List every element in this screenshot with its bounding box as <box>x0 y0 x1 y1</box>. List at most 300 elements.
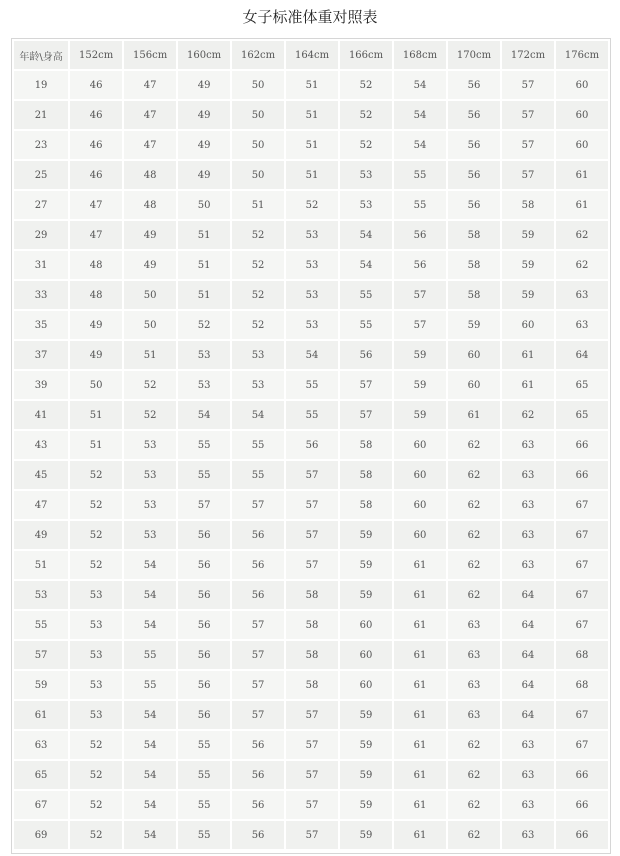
weight-cell: 51 <box>178 251 230 279</box>
weight-cell: 51 <box>286 131 338 159</box>
height-header-cell: 164cm <box>286 41 338 69</box>
weight-cell: 53 <box>340 191 392 219</box>
weight-cell: 53 <box>286 221 338 249</box>
weight-cell: 63 <box>502 551 554 579</box>
age-cell: 31 <box>14 251 68 279</box>
weight-cell: 59 <box>340 731 392 759</box>
corner-header-cell: 年龄\身高 <box>14 41 68 69</box>
weight-cell: 66 <box>556 761 608 789</box>
weight-cell: 47 <box>70 221 122 249</box>
weight-cell: 65 <box>556 401 608 429</box>
weight-cell: 60 <box>556 131 608 159</box>
weight-cell: 61 <box>394 761 446 789</box>
table-body <box>14 71 608 849</box>
weight-cell: 53 <box>124 461 176 489</box>
age-cell: 35 <box>14 311 68 339</box>
weight-cell: 56 <box>178 521 230 549</box>
weight-table-container <box>11 38 611 854</box>
weight-cell: 56 <box>394 251 446 279</box>
weight-cell: 64 <box>502 581 554 609</box>
age-cell: 23 <box>14 131 68 159</box>
weight-cell: 66 <box>556 821 608 849</box>
weight-cell: 49 <box>178 131 230 159</box>
table-row <box>14 461 608 489</box>
weight-cell: 66 <box>556 791 608 819</box>
weight-cell: 61 <box>394 551 446 579</box>
weight-cell: 53 <box>124 431 176 459</box>
weight-cell: 61 <box>394 701 446 729</box>
weight-cell: 57 <box>232 671 284 699</box>
weight-cell: 60 <box>448 371 500 399</box>
weight-cell: 59 <box>340 821 392 849</box>
weight-cell: 57 <box>232 491 284 519</box>
weight-cell: 49 <box>178 101 230 129</box>
weight-cell: 61 <box>394 611 446 639</box>
weight-cell: 51 <box>124 341 176 369</box>
weight-cell: 62 <box>448 461 500 489</box>
weight-cell: 56 <box>448 131 500 159</box>
weight-cell: 60 <box>394 521 446 549</box>
weight-cell: 58 <box>340 431 392 459</box>
weight-cell: 54 <box>124 611 176 639</box>
age-cell: 39 <box>14 371 68 399</box>
weight-cell: 59 <box>340 581 392 609</box>
weight-cell: 55 <box>178 761 230 789</box>
weight-cell: 63 <box>502 461 554 489</box>
weight-cell: 56 <box>232 821 284 849</box>
table-row <box>14 761 608 789</box>
weight-cell: 50 <box>124 311 176 339</box>
weight-cell: 53 <box>178 341 230 369</box>
weight-cell: 56 <box>232 521 284 549</box>
weight-cell: 50 <box>232 101 284 129</box>
weight-cell: 61 <box>394 731 446 759</box>
weight-cell: 63 <box>502 431 554 459</box>
weight-cell: 54 <box>394 71 446 99</box>
weight-cell: 57 <box>286 551 338 579</box>
weight-cell: 55 <box>232 431 284 459</box>
weight-cell: 55 <box>394 161 446 189</box>
table-row <box>14 251 608 279</box>
age-cell: 45 <box>14 461 68 489</box>
weight-cell: 51 <box>286 161 338 189</box>
table-row <box>14 821 608 849</box>
table-row <box>14 701 608 729</box>
weight-cell: 54 <box>232 401 284 429</box>
weight-cell: 53 <box>124 491 176 519</box>
weight-cell: 48 <box>70 251 122 279</box>
weight-cell: 46 <box>70 131 122 159</box>
table-row <box>14 71 608 99</box>
age-cell: 29 <box>14 221 68 249</box>
weight-cell: 57 <box>232 641 284 669</box>
age-cell: 43 <box>14 431 68 459</box>
age-cell: 49 <box>14 521 68 549</box>
age-cell: 19 <box>14 71 68 99</box>
weight-cell: 62 <box>448 821 500 849</box>
weight-cell: 64 <box>502 671 554 699</box>
weight-cell: 65 <box>556 371 608 399</box>
weight-cell: 60 <box>394 431 446 459</box>
table-row <box>14 341 608 369</box>
weight-cell: 54 <box>286 341 338 369</box>
weight-cell: 57 <box>286 761 338 789</box>
weight-cell: 54 <box>340 221 392 249</box>
weight-cell: 62 <box>448 491 500 519</box>
table-row <box>14 281 608 309</box>
age-cell: 59 <box>14 671 68 699</box>
weight-cell: 47 <box>124 71 176 99</box>
weight-cell: 58 <box>340 491 392 519</box>
weight-cell: 54 <box>124 731 176 759</box>
weight-cell: 56 <box>448 101 500 129</box>
weight-cell: 67 <box>556 611 608 639</box>
weight-cell: 52 <box>340 101 392 129</box>
weight-cell: 46 <box>70 161 122 189</box>
height-header-cell: 166cm <box>340 41 392 69</box>
weight-cell: 50 <box>232 131 284 159</box>
weight-cell: 52 <box>70 731 122 759</box>
weight-cell: 51 <box>286 71 338 99</box>
weight-cell: 56 <box>448 191 500 219</box>
age-cell: 51 <box>14 551 68 579</box>
weight-cell: 61 <box>394 821 446 849</box>
weight-cell: 53 <box>286 251 338 279</box>
weight-cell: 49 <box>178 161 230 189</box>
height-header-cell: 156cm <box>124 41 176 69</box>
table-row <box>14 491 608 519</box>
weight-cell: 52 <box>70 551 122 579</box>
weight-cell: 52 <box>70 491 122 519</box>
weight-cell: 59 <box>502 251 554 279</box>
weight-cell: 54 <box>124 701 176 729</box>
weight-cell: 63 <box>502 821 554 849</box>
table-row <box>14 521 608 549</box>
weight-table <box>12 39 610 851</box>
weight-cell: 57 <box>502 101 554 129</box>
weight-cell: 59 <box>394 371 446 399</box>
weight-cell: 55 <box>178 461 230 489</box>
table-row <box>14 131 608 159</box>
weight-cell: 58 <box>286 611 338 639</box>
weight-cell: 54 <box>124 761 176 789</box>
weight-cell: 60 <box>448 341 500 369</box>
weight-cell: 52 <box>70 821 122 849</box>
weight-cell: 54 <box>394 131 446 159</box>
weight-cell: 52 <box>178 311 230 339</box>
table-header-row <box>14 41 608 69</box>
weight-cell: 51 <box>70 431 122 459</box>
weight-cell: 61 <box>394 671 446 699</box>
table-row <box>14 551 608 579</box>
weight-cell: 53 <box>70 671 122 699</box>
weight-cell: 59 <box>340 761 392 789</box>
weight-cell: 57 <box>502 71 554 99</box>
weight-cell: 61 <box>556 191 608 219</box>
height-header-cell: 170cm <box>448 41 500 69</box>
weight-cell: 50 <box>70 371 122 399</box>
weight-cell: 62 <box>448 431 500 459</box>
weight-cell: 59 <box>394 341 446 369</box>
weight-cell: 47 <box>124 131 176 159</box>
weight-cell: 55 <box>340 281 392 309</box>
weight-cell: 59 <box>448 311 500 339</box>
height-header-cell: 168cm <box>394 41 446 69</box>
weight-cell: 53 <box>232 371 284 399</box>
weight-cell: 48 <box>124 161 176 189</box>
weight-cell: 52 <box>232 311 284 339</box>
table-row <box>14 101 608 129</box>
weight-cell: 52 <box>70 521 122 549</box>
weight-cell: 61 <box>556 161 608 189</box>
weight-cell: 53 <box>124 521 176 549</box>
weight-cell: 52 <box>232 281 284 309</box>
weight-cell: 61 <box>502 371 554 399</box>
weight-cell: 56 <box>178 671 230 699</box>
weight-cell: 58 <box>286 581 338 609</box>
weight-cell: 63 <box>448 641 500 669</box>
weight-cell: 57 <box>286 491 338 519</box>
weight-cell: 61 <box>502 341 554 369</box>
weight-cell: 63 <box>556 281 608 309</box>
weight-cell: 50 <box>232 161 284 189</box>
weight-cell: 57 <box>232 611 284 639</box>
weight-cell: 56 <box>232 551 284 579</box>
weight-cell: 52 <box>124 371 176 399</box>
weight-cell: 62 <box>448 581 500 609</box>
weight-cell: 67 <box>556 491 608 519</box>
age-cell: 67 <box>14 791 68 819</box>
age-cell: 41 <box>14 401 68 429</box>
weight-cell: 57 <box>286 731 338 759</box>
weight-cell: 60 <box>394 491 446 519</box>
weight-cell: 55 <box>286 371 338 399</box>
weight-cell: 46 <box>70 71 122 99</box>
weight-cell: 52 <box>232 251 284 279</box>
weight-cell: 52 <box>70 791 122 819</box>
weight-cell: 59 <box>502 281 554 309</box>
weight-cell: 49 <box>70 341 122 369</box>
age-cell: 69 <box>14 821 68 849</box>
weight-cell: 60 <box>340 611 392 639</box>
weight-cell: 50 <box>178 191 230 219</box>
table-row <box>14 791 608 819</box>
weight-cell: 60 <box>394 461 446 489</box>
weight-cell: 56 <box>340 341 392 369</box>
weight-cell: 46 <box>70 101 122 129</box>
page-title: 女子标准体重对照表 <box>242 8 378 26</box>
weight-cell: 58 <box>340 461 392 489</box>
weight-cell: 57 <box>394 311 446 339</box>
height-header-cell: 160cm <box>178 41 230 69</box>
weight-cell: 56 <box>178 611 230 639</box>
weight-cell: 51 <box>70 401 122 429</box>
weight-cell: 56 <box>448 71 500 99</box>
height-header-cell: 162cm <box>232 41 284 69</box>
weight-cell: 57 <box>286 821 338 849</box>
weight-cell: 56 <box>232 791 284 819</box>
age-cell: 63 <box>14 731 68 759</box>
weight-cell: 54 <box>178 401 230 429</box>
weight-cell: 57 <box>286 521 338 549</box>
table-row <box>14 581 608 609</box>
weight-cell: 56 <box>286 431 338 459</box>
weight-cell: 51 <box>232 191 284 219</box>
weight-cell: 62 <box>448 551 500 579</box>
age-cell: 61 <box>14 701 68 729</box>
weight-cell: 58 <box>286 671 338 699</box>
weight-cell: 53 <box>286 281 338 309</box>
weight-cell: 57 <box>178 491 230 519</box>
table-row <box>14 431 608 459</box>
weight-cell: 56 <box>394 221 446 249</box>
weight-cell: 58 <box>502 191 554 219</box>
weight-cell: 56 <box>232 581 284 609</box>
weight-cell: 63 <box>502 731 554 759</box>
weight-cell: 58 <box>448 251 500 279</box>
weight-cell: 57 <box>286 791 338 819</box>
weight-cell: 53 <box>70 641 122 669</box>
weight-cell: 56 <box>232 761 284 789</box>
weight-cell: 56 <box>232 731 284 759</box>
weight-cell: 57 <box>340 371 392 399</box>
weight-cell: 67 <box>556 521 608 549</box>
weight-cell: 55 <box>340 311 392 339</box>
weight-cell: 55 <box>178 731 230 759</box>
table-row <box>14 401 608 429</box>
weight-cell: 55 <box>286 401 338 429</box>
weight-cell: 58 <box>286 641 338 669</box>
weight-cell: 57 <box>286 461 338 489</box>
weight-cell: 67 <box>556 551 608 579</box>
height-header-cell: 152cm <box>70 41 122 69</box>
weight-cell: 56 <box>178 641 230 669</box>
weight-cell: 63 <box>448 701 500 729</box>
weight-cell: 49 <box>124 251 176 279</box>
weight-cell: 63 <box>502 791 554 819</box>
age-cell: 27 <box>14 191 68 219</box>
weight-cell: 67 <box>556 731 608 759</box>
table-row <box>14 191 608 219</box>
weight-cell: 49 <box>70 311 122 339</box>
weight-cell: 59 <box>340 551 392 579</box>
age-cell: 37 <box>14 341 68 369</box>
weight-cell: 56 <box>178 581 230 609</box>
table-row <box>14 371 608 399</box>
weight-cell: 62 <box>556 221 608 249</box>
table-row <box>14 641 608 669</box>
weight-cell: 67 <box>556 581 608 609</box>
age-cell: 65 <box>14 761 68 789</box>
weight-cell: 47 <box>124 101 176 129</box>
weight-cell: 64 <box>502 641 554 669</box>
height-header-cell: 172cm <box>502 41 554 69</box>
weight-cell: 60 <box>340 671 392 699</box>
weight-cell: 62 <box>556 251 608 279</box>
table-row <box>14 161 608 189</box>
weight-cell: 66 <box>556 461 608 489</box>
weight-cell: 54 <box>340 251 392 279</box>
age-cell: 53 <box>14 581 68 609</box>
weight-cell: 68 <box>556 671 608 699</box>
weight-cell: 54 <box>124 551 176 579</box>
weight-cell: 53 <box>178 371 230 399</box>
weight-cell: 63 <box>556 311 608 339</box>
weight-cell: 48 <box>70 281 122 309</box>
weight-cell: 51 <box>286 101 338 129</box>
weight-cell: 58 <box>448 221 500 249</box>
weight-cell: 55 <box>124 671 176 699</box>
weight-cell: 63 <box>502 761 554 789</box>
weight-cell: 57 <box>286 701 338 729</box>
weight-cell: 61 <box>448 401 500 429</box>
weight-cell: 59 <box>394 401 446 429</box>
weight-cell: 62 <box>448 731 500 759</box>
weight-cell: 55 <box>178 791 230 819</box>
age-cell: 57 <box>14 641 68 669</box>
weight-cell: 55 <box>394 191 446 219</box>
weight-cell: 60 <box>340 641 392 669</box>
weight-cell: 66 <box>556 431 608 459</box>
weight-cell: 53 <box>70 701 122 729</box>
weight-cell: 58 <box>448 281 500 309</box>
weight-cell: 47 <box>70 191 122 219</box>
weight-cell: 55 <box>178 821 230 849</box>
weight-cell: 62 <box>502 401 554 429</box>
weight-cell: 60 <box>556 101 608 129</box>
weight-cell: 64 <box>556 341 608 369</box>
weight-cell: 56 <box>178 701 230 729</box>
table-row <box>14 611 608 639</box>
weight-cell: 63 <box>502 521 554 549</box>
table-row <box>14 221 608 249</box>
weight-cell: 51 <box>178 281 230 309</box>
weight-cell: 53 <box>70 611 122 639</box>
table-row <box>14 671 608 699</box>
weight-cell: 49 <box>124 221 176 249</box>
height-header-cell: 176cm <box>556 41 608 69</box>
weight-cell: 63 <box>448 611 500 639</box>
weight-cell: 60 <box>502 311 554 339</box>
weight-cell: 59 <box>502 221 554 249</box>
weight-cell: 53 <box>232 341 284 369</box>
weight-cell: 53 <box>340 161 392 189</box>
weight-cell: 53 <box>70 581 122 609</box>
weight-cell: 64 <box>502 611 554 639</box>
weight-cell: 55 <box>124 641 176 669</box>
weight-cell: 48 <box>124 191 176 219</box>
weight-cell: 53 <box>286 311 338 339</box>
age-cell: 55 <box>14 611 68 639</box>
weight-cell: 54 <box>124 791 176 819</box>
weight-cell: 56 <box>178 551 230 579</box>
weight-cell: 52 <box>70 761 122 789</box>
table-row <box>14 311 608 339</box>
weight-cell: 62 <box>448 521 500 549</box>
weight-cell: 50 <box>124 281 176 309</box>
age-cell: 21 <box>14 101 68 129</box>
weight-cell: 54 <box>124 821 176 849</box>
weight-cell: 57 <box>502 161 554 189</box>
weight-cell: 61 <box>394 581 446 609</box>
age-cell: 25 <box>14 161 68 189</box>
weight-cell: 64 <box>502 701 554 729</box>
weight-cell: 52 <box>70 461 122 489</box>
table-row <box>14 731 608 759</box>
weight-cell: 60 <box>556 71 608 99</box>
weight-cell: 57 <box>394 281 446 309</box>
weight-cell: 52 <box>124 401 176 429</box>
